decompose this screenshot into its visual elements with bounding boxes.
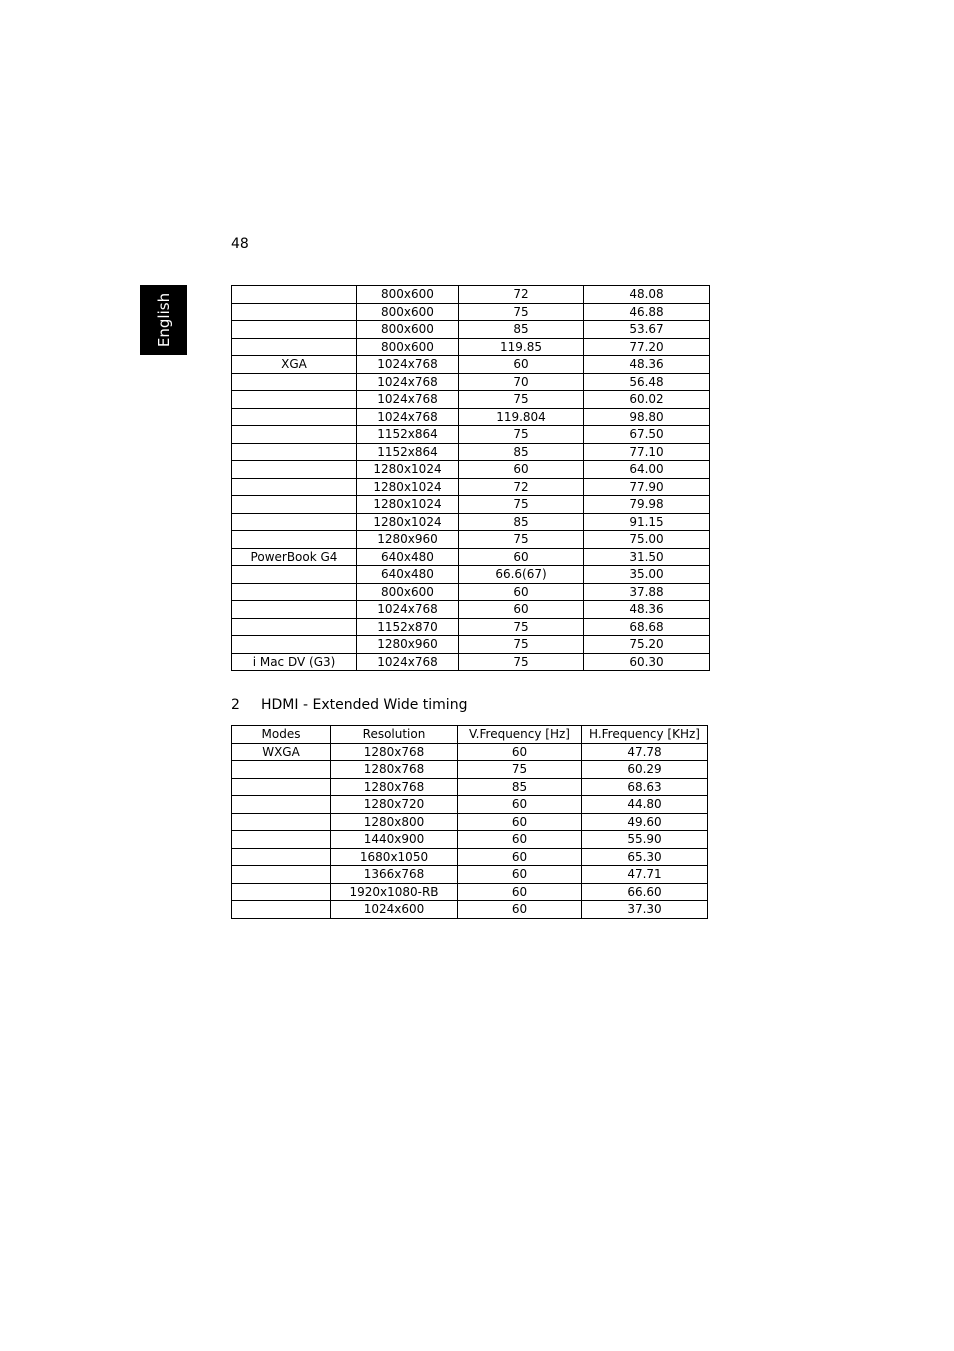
h-frequency-cell: 60.30 <box>584 653 710 671</box>
mode-cell <box>232 496 357 514</box>
h-frequency-cell: 75.20 <box>584 636 710 654</box>
mode-cell <box>232 286 357 304</box>
header-v-frequency: V.Frequency [Hz] <box>458 726 582 744</box>
v-frequency-cell: 75 <box>459 618 584 636</box>
table-row <box>232 391 710 409</box>
resolution-cell: 1280x768 <box>331 743 458 761</box>
mode-cell <box>232 761 331 779</box>
resolution-cell: 1024x600 <box>331 901 458 919</box>
resolution-cell: 800x600 <box>357 338 459 356</box>
v-frequency-cell: 85 <box>458 778 582 796</box>
h-frequency-cell: 49.60 <box>582 813 708 831</box>
v-frequency-cell: 60 <box>458 866 582 884</box>
table-row <box>232 761 708 779</box>
table-row <box>232 653 710 671</box>
mode-cell <box>232 848 331 866</box>
table-row <box>232 566 710 584</box>
resolution-cell: 1152x864 <box>357 443 459 461</box>
v-frequency-cell: 85 <box>459 513 584 531</box>
table-row <box>232 321 710 339</box>
mode-cell <box>232 883 331 901</box>
resolution-cell: 800x600 <box>357 286 459 304</box>
resolution-cell: 1280x960 <box>357 531 459 549</box>
mode-cell <box>232 583 357 601</box>
v-frequency-cell: 60 <box>458 743 582 761</box>
mode-cell <box>232 513 357 531</box>
resolution-cell: 640x480 <box>357 548 459 566</box>
h-frequency-cell: 68.63 <box>582 778 708 796</box>
resolution-cell: 1680x1050 <box>331 848 458 866</box>
table-row <box>232 778 708 796</box>
section-title: HDMI - Extended Wide timing <box>261 697 468 713</box>
v-frequency-cell: 119.85 <box>459 338 584 356</box>
mode-cell <box>232 478 357 496</box>
h-frequency-cell: 46.88 <box>584 303 710 321</box>
table-row <box>232 408 710 426</box>
v-frequency-cell: 85 <box>459 321 584 339</box>
h-frequency-cell: 77.20 <box>584 338 710 356</box>
mode-cell <box>232 303 357 321</box>
table-row <box>232 601 710 619</box>
v-frequency-cell: 75 <box>459 303 584 321</box>
mode-cell <box>232 391 357 409</box>
v-frequency-cell: 60 <box>459 461 584 479</box>
resolution-cell: 1024x768 <box>357 373 459 391</box>
table-row <box>232 813 708 831</box>
resolution-cell: 800x600 <box>357 303 459 321</box>
h-frequency-cell: 35.00 <box>584 566 710 584</box>
resolution-cell: 1366x768 <box>331 866 458 884</box>
table-row <box>232 303 710 321</box>
v-frequency-cell: 72 <box>459 478 584 496</box>
timing-table-body <box>232 286 710 671</box>
resolution-cell: 1280x1024 <box>357 461 459 479</box>
v-frequency-cell: 75 <box>459 636 584 654</box>
mode-cell: i Mac DV (G3) <box>232 653 357 671</box>
header-resolution: Resolution <box>331 726 458 744</box>
v-frequency-cell: 75 <box>459 391 584 409</box>
mode-cell <box>232 426 357 444</box>
table-row <box>232 548 710 566</box>
resolution-cell: 1280x960 <box>357 636 459 654</box>
h-frequency-cell: 79.98 <box>584 496 710 514</box>
resolution-cell: 800x600 <box>357 321 459 339</box>
mode-cell <box>232 796 331 814</box>
h-frequency-cell: 48.36 <box>584 356 710 374</box>
section-number: 2 <box>231 697 240 713</box>
v-frequency-cell: 75 <box>459 653 584 671</box>
v-frequency-cell: 60 <box>459 548 584 566</box>
v-frequency-cell: 60 <box>458 831 582 849</box>
table-row <box>232 496 710 514</box>
section-heading <box>231 697 467 713</box>
resolution-cell: 1152x864 <box>357 426 459 444</box>
v-frequency-cell: 85 <box>459 443 584 461</box>
h-frequency-cell: 37.30 <box>582 901 708 919</box>
h-frequency-cell: 56.48 <box>584 373 710 391</box>
table-row <box>232 426 710 444</box>
mode-cell <box>232 566 357 584</box>
mode-cell <box>232 866 331 884</box>
resolution-cell: 1024x768 <box>357 653 459 671</box>
mode-cell <box>232 321 357 339</box>
v-frequency-cell: 60 <box>459 601 584 619</box>
mode-cell <box>232 831 331 849</box>
mode-cell <box>232 601 357 619</box>
language-side-tab-label: English <box>154 292 173 348</box>
v-frequency-cell: 75 <box>459 496 584 514</box>
h-frequency-cell: 98.80 <box>584 408 710 426</box>
table-row <box>232 866 708 884</box>
resolution-cell: 1024x768 <box>357 356 459 374</box>
table-row <box>232 531 710 549</box>
mode-cell <box>232 813 331 831</box>
resolution-cell: 1280x1024 <box>357 513 459 531</box>
header-modes: Modes <box>232 726 331 744</box>
h-frequency-cell: 53.67 <box>584 321 710 339</box>
h-frequency-cell: 91.15 <box>584 513 710 531</box>
resolution-cell: 640x480 <box>357 566 459 584</box>
h-frequency-cell: 48.08 <box>584 286 710 304</box>
table-row <box>232 831 708 849</box>
table-row <box>232 338 710 356</box>
h-frequency-cell: 77.90 <box>584 478 710 496</box>
mode-cell <box>232 636 357 654</box>
hdmi-wide-timing-table <box>231 725 708 919</box>
table-row <box>232 478 710 496</box>
table-row <box>232 461 710 479</box>
resolution-cell: 1024x768 <box>357 601 459 619</box>
h-frequency-cell: 44.80 <box>582 796 708 814</box>
resolution-cell: 1024x768 <box>357 391 459 409</box>
v-frequency-cell: 75 <box>459 531 584 549</box>
v-frequency-cell: 60 <box>458 848 582 866</box>
mode-cell <box>232 618 357 636</box>
v-frequency-cell: 60 <box>459 356 584 374</box>
h-frequency-cell: 75.00 <box>584 531 710 549</box>
page-number: 48 <box>231 236 249 252</box>
mode-cell <box>232 408 357 426</box>
resolution-cell: 1280x720 <box>331 796 458 814</box>
resolution-cell: 1440x900 <box>331 831 458 849</box>
resolution-cell: 1280x1024 <box>357 478 459 496</box>
table-row <box>232 883 708 901</box>
v-frequency-cell: 60 <box>458 813 582 831</box>
v-frequency-cell: 72 <box>459 286 584 304</box>
v-frequency-cell: 75 <box>458 761 582 779</box>
table-row <box>232 901 708 919</box>
h-frequency-cell: 31.50 <box>584 548 710 566</box>
table-header-row <box>232 726 708 744</box>
table-row <box>232 618 710 636</box>
h-frequency-cell: 65.30 <box>582 848 708 866</box>
hdmi-table-body <box>232 743 708 918</box>
v-frequency-cell: 60 <box>458 883 582 901</box>
table-row <box>232 373 710 391</box>
h-frequency-cell: 60.29 <box>582 761 708 779</box>
header-h-frequency: H.Frequency [KHz] <box>582 726 708 744</box>
h-frequency-cell: 64.00 <box>584 461 710 479</box>
mode-cell: WXGA <box>232 743 331 761</box>
mode-cell <box>232 443 357 461</box>
table-row <box>232 583 710 601</box>
resolution-cell: 1024x768 <box>357 408 459 426</box>
mode-cell <box>232 901 331 919</box>
h-frequency-cell: 66.60 <box>582 883 708 901</box>
table-row <box>232 743 708 761</box>
h-frequency-cell: 47.71 <box>582 866 708 884</box>
v-frequency-cell: 66.6(67) <box>459 566 584 584</box>
table-row <box>232 848 708 866</box>
v-frequency-cell: 119.804 <box>459 408 584 426</box>
h-frequency-cell: 77.10 <box>584 443 710 461</box>
table-row <box>232 513 710 531</box>
mode-cell <box>232 461 357 479</box>
h-frequency-cell: 37.88 <box>584 583 710 601</box>
v-frequency-cell: 60 <box>458 796 582 814</box>
h-frequency-cell: 68.68 <box>584 618 710 636</box>
mode-cell <box>232 338 357 356</box>
mode-cell: XGA <box>232 356 357 374</box>
h-frequency-cell: 48.36 <box>584 601 710 619</box>
mode-cell <box>232 373 357 391</box>
language-side-tab <box>140 285 187 355</box>
h-frequency-cell: 47.78 <box>582 743 708 761</box>
table-row <box>232 636 710 654</box>
mode-cell: PowerBook G4 <box>232 548 357 566</box>
table-row <box>232 443 710 461</box>
resolution-cell: 1280x1024 <box>357 496 459 514</box>
v-frequency-cell: 70 <box>459 373 584 391</box>
mode-cell <box>232 531 357 549</box>
resolution-cell: 1920x1080-RB <box>331 883 458 901</box>
resolution-cell: 1280x768 <box>331 761 458 779</box>
timing-table-continued <box>231 285 710 671</box>
v-frequency-cell: 75 <box>459 426 584 444</box>
resolution-cell: 800x600 <box>357 583 459 601</box>
resolution-cell: 1280x800 <box>331 813 458 831</box>
table-row <box>232 356 710 374</box>
h-frequency-cell: 67.50 <box>584 426 710 444</box>
resolution-cell: 1152x870 <box>357 618 459 636</box>
mode-cell <box>232 778 331 796</box>
h-frequency-cell: 55.90 <box>582 831 708 849</box>
table-row <box>232 286 710 304</box>
table-row <box>232 796 708 814</box>
resolution-cell: 1280x768 <box>331 778 458 796</box>
v-frequency-cell: 60 <box>458 901 582 919</box>
v-frequency-cell: 60 <box>459 583 584 601</box>
h-frequency-cell: 60.02 <box>584 391 710 409</box>
